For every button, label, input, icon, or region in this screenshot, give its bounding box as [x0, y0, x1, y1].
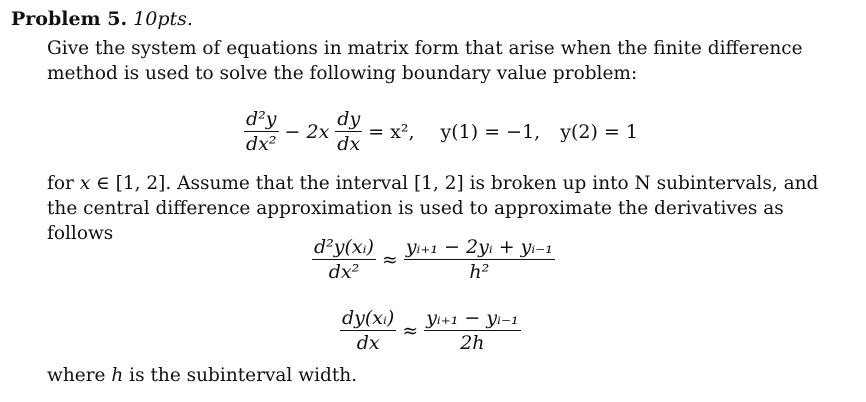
- closing-variable: h: [111, 365, 124, 386]
- intro-paragraph: Give the system of equations in matrix form that arise when the finite difference method is used to solve the following boundary value problem:: [47, 38, 803, 84]
- second-derivative-approximation: [312, 236, 555, 283]
- fraction-denominator: dx: [356, 332, 380, 354]
- fraction-numerator: dy: [337, 108, 361, 130]
- fraction-numerator: d²y: [246, 108, 277, 130]
- fraction-denominator: dx²: [328, 261, 360, 283]
- interval-paragraph: [47, 171, 837, 246]
- interval-variable: x: [79, 173, 91, 194]
- boundary-value-equation: [244, 108, 638, 155]
- fraction-denominator: dx²: [246, 133, 277, 155]
- boundary-condition-left: y(1) = −1,: [440, 120, 541, 143]
- interval-text-rest: ∈ [1, 2]. Assume that the interval [1, 2] is broken up into N subintervals, and the central difference approximation is used to approximate the derivatives as follows: [47, 173, 819, 244]
- fraction-numerator: d²y(xᵢ): [314, 236, 374, 258]
- fraction-denominator: h²: [469, 261, 490, 283]
- fraction-numerator: yᵢ₊₁ − 2yᵢ + yᵢ₋₁: [405, 236, 553, 258]
- second-derivative-lhs: [312, 236, 376, 283]
- approx-symbol: ≈: [402, 319, 419, 342]
- problem-label: Problem 5.: [11, 8, 128, 30]
- fraction-numerator: dy(xᵢ): [342, 307, 395, 329]
- fraction-denominator: dx: [337, 133, 361, 155]
- closing-text-start: where: [47, 365, 112, 386]
- minus-coefficient: − 2x: [284, 120, 330, 143]
- first-derivative-lhs: [340, 307, 396, 354]
- fraction-numerator: yᵢ₊₁ − yᵢ₋₁: [426, 307, 519, 329]
- boundary-condition-right: y(2) = 1: [560, 120, 638, 143]
- problem-heading: [11, 8, 193, 30]
- first-derivative-rhs: [424, 307, 520, 354]
- equation-rhs: = x²,: [368, 120, 415, 143]
- problem-points: 10pts.: [133, 8, 193, 30]
- first-derivative-fraction: [335, 108, 362, 155]
- closing-text-end: is the subinterval width.: [123, 365, 358, 386]
- interval-text-start: for: [47, 173, 80, 194]
- second-derivative-rhs: [404, 236, 555, 283]
- approx-symbol: ≈: [381, 248, 398, 271]
- closing-paragraph: [47, 363, 837, 388]
- second-derivative-fraction: [244, 108, 279, 155]
- first-derivative-approximation: [340, 307, 521, 354]
- fraction-denominator: 2h: [460, 332, 485, 354]
